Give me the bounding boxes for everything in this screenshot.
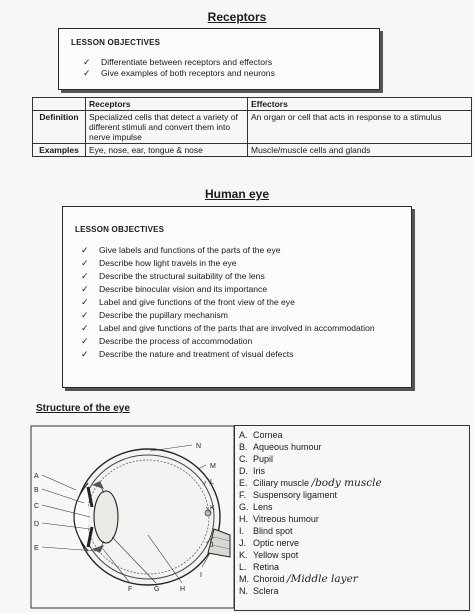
objective-item: ✓ Label and give functions of the parts that are involved in accommodation — [81, 323, 375, 333]
table-row — [33, 144, 472, 157]
part-item: D. Iris — [239, 466, 265, 476]
check-mark-icon: ✓ — [81, 258, 89, 268]
receptors-effectors-table — [32, 97, 472, 157]
diagram-label-m: M — [210, 463, 216, 470]
table-cell: Eye, nose, ear, tongue & nose — [86, 144, 248, 157]
check-mark-icon: ✓ — [81, 271, 89, 281]
table-cell: Specialized cells that detect a variety of different stimuli and convert them into nerve impulse — [86, 111, 248, 144]
objectives-heading: LESSON OBJECTIVES — [71, 38, 161, 47]
eye-objectives-list — [81, 245, 405, 362]
diagram-label-g: G — [154, 586, 160, 593]
part-item: H. Vitreous humour — [239, 514, 319, 524]
check-mark-icon: ✓ — [81, 284, 89, 294]
diagram-label-d: D — [34, 521, 40, 528]
row-label: Examples — [33, 144, 86, 157]
table-cell: Muscle/muscle cells and glands — [248, 144, 472, 157]
objectives-heading: LESSON OBJECTIVES — [75, 225, 165, 234]
diagram-label-h: H — [180, 586, 186, 593]
part-item: N. Sclera — [239, 586, 279, 596]
diagram-label-j: J — [210, 542, 214, 549]
objective-item: ✓ Describe the nature and treatment of visual defects — [81, 349, 294, 359]
eye-objectives-box — [62, 206, 412, 388]
part-item: J. Optic nerve — [239, 538, 300, 548]
table-row — [33, 111, 472, 144]
check-mark-icon: ✓ — [81, 336, 89, 346]
check-mark-icon: ✓ — [81, 323, 89, 333]
receptors-title: Receptors — [207, 10, 267, 24]
objective-item: ✓ Describe the process of accommodation — [81, 336, 253, 346]
objective-item: ✓ Label and give functions of the front view of the eye — [81, 297, 295, 307]
diagram-label-i: I — [200, 572, 202, 579]
handwritten-note: /Middle layer — [287, 573, 358, 585]
diagram-label-b: B — [34, 487, 39, 494]
receptors-objectives-box — [58, 28, 380, 90]
table-header: Effectors — [248, 98, 472, 111]
handwritten-note: /body muscle — [311, 477, 382, 489]
check-mark-icon: ✓ — [83, 68, 91, 78]
eye-parts-list — [234, 425, 470, 611]
diagram-label-k: K — [210, 505, 215, 512]
objective-item: ✓ Differentiate between receptors and effectors — [83, 57, 273, 67]
cornea-shape — [74, 483, 88, 551]
part-item: B. Aqueous humour — [239, 442, 322, 452]
check-mark-icon: ✓ — [81, 245, 89, 255]
parts-column — [239, 429, 382, 597]
part-item: K. Yellow spot — [239, 550, 299, 560]
eye-diagram — [30, 425, 235, 610]
objective-item: ✓ Describe the pupillary mechanism — [81, 310, 228, 320]
diagram-label-e: E — [34, 545, 39, 552]
diagram-label-n: N — [196, 443, 202, 450]
diagram-label-l: L — [210, 479, 214, 486]
part-item: G. Lens — [239, 502, 273, 512]
objective-item: ✓ Describe the structural suitability of the lens — [81, 271, 265, 281]
row-label: Definition — [33, 111, 86, 144]
diagram-label-f: F — [128, 586, 133, 593]
structure-title: Structure of the eye — [36, 403, 130, 414]
table-cell: An organ or cell that acts in response to a stimulus — [248, 111, 472, 144]
part-item: A. Cornea — [239, 430, 283, 440]
part-item: E. Ciliary muscle /body muscle — [239, 477, 382, 489]
part-item: M. Choroid /Middle layer — [239, 573, 358, 585]
receptors-objectives-list — [83, 57, 373, 79]
lens-shape — [94, 491, 118, 543]
objective-item: ✓ Describe how light travels in the eye — [81, 258, 237, 268]
human-eye-title: Human eye — [204, 187, 270, 201]
objective-item: ✓ Describe binocular vision and its importance — [81, 284, 268, 294]
check-mark-icon: ✓ — [81, 310, 89, 320]
part-item: I. Blind spot — [239, 526, 293, 536]
part-item: L. Retina — [239, 562, 280, 572]
diagram-label-a: A — [34, 473, 39, 480]
diagram-label-c: C — [34, 503, 40, 510]
objective-item: ✓ Give labels and functions of the parts of the eye — [81, 245, 281, 255]
check-mark-icon: ✓ — [81, 297, 89, 307]
part-item: C. Pupil — [239, 454, 274, 464]
check-mark-icon: ✓ — [83, 57, 91, 67]
part-item: F. Suspensory ligament — [239, 490, 338, 500]
objective-item: ✓ Give examples of both receptors and neurons — [83, 68, 275, 78]
table-header: Receptors — [86, 98, 248, 111]
table-header-row — [33, 98, 472, 111]
table-header — [33, 98, 86, 111]
check-mark-icon: ✓ — [81, 349, 89, 359]
